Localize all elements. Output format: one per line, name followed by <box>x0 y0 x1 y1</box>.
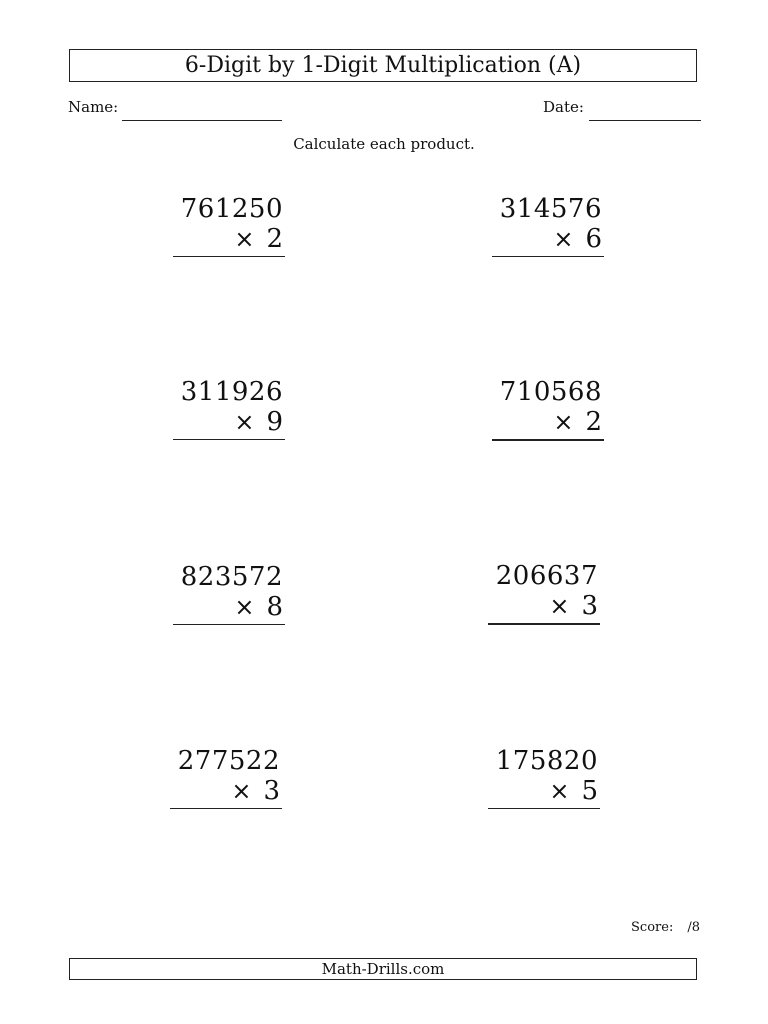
answer-line <box>492 439 604 441</box>
multiplicand: 710568 <box>499 377 602 407</box>
answer-line <box>173 439 285 440</box>
times-icon: × <box>553 408 574 436</box>
date-line <box>589 120 701 121</box>
multiplicand: 761250 <box>180 194 283 224</box>
score <box>631 920 700 936</box>
multiplicand: 206637 <box>495 561 598 591</box>
answer-line <box>173 256 285 257</box>
multiplier-row <box>234 224 283 254</box>
multiplicand: 823572 <box>180 562 283 592</box>
problem-7 <box>170 746 282 808</box>
multiplicand: 311926 <box>180 377 283 407</box>
problem-8 <box>488 746 600 808</box>
answer-line <box>492 256 604 257</box>
name-label: Name: <box>68 98 119 116</box>
multiplier: 3 <box>581 591 598 621</box>
multiplicand: 314576 <box>499 194 602 224</box>
problem-1 <box>173 194 285 256</box>
answer-line <box>173 624 285 625</box>
multiplier: 8 <box>266 592 283 622</box>
multiplier-row <box>549 776 598 806</box>
date-label: Date: <box>543 98 584 116</box>
worksheet-title: 6-Digit by 1-Digit Multiplication (A) <box>69 49 697 82</box>
multiplier: 9 <box>266 407 283 437</box>
multiplier: 3 <box>263 776 280 806</box>
multiplicand: 175820 <box>495 746 598 776</box>
multiplier: 6 <box>585 224 602 254</box>
score-total: /8 <box>687 920 700 935</box>
times-icon: × <box>231 777 252 805</box>
times-icon: × <box>234 225 255 253</box>
times-icon: × <box>234 593 255 621</box>
score-label: Score: <box>631 920 674 935</box>
multiplicand: 277522 <box>177 746 280 776</box>
multiplier: 5 <box>581 776 598 806</box>
multiplier-row <box>231 776 280 806</box>
multiplier-row <box>549 591 598 621</box>
answer-line <box>488 808 600 809</box>
problem-2 <box>492 194 604 256</box>
multiplier: 2 <box>266 224 283 254</box>
problem-6 <box>488 561 600 623</box>
multiplier-row <box>234 407 283 437</box>
answer-line <box>170 808 282 809</box>
name-line <box>122 120 282 121</box>
instructions: Calculate each product. <box>293 135 475 153</box>
multiplier-row <box>234 592 283 622</box>
problem-3 <box>173 377 285 439</box>
footer-site: Math-Drills.com <box>69 958 697 980</box>
times-icon: × <box>549 777 570 805</box>
times-icon: × <box>549 592 570 620</box>
multiplier-row <box>553 407 602 437</box>
answer-line <box>488 623 600 625</box>
problem-5 <box>173 562 285 624</box>
problem-4 <box>492 377 604 439</box>
times-icon: × <box>553 225 574 253</box>
multiplier-row <box>553 224 602 254</box>
times-icon: × <box>234 408 255 436</box>
multiplier: 2 <box>585 407 602 437</box>
